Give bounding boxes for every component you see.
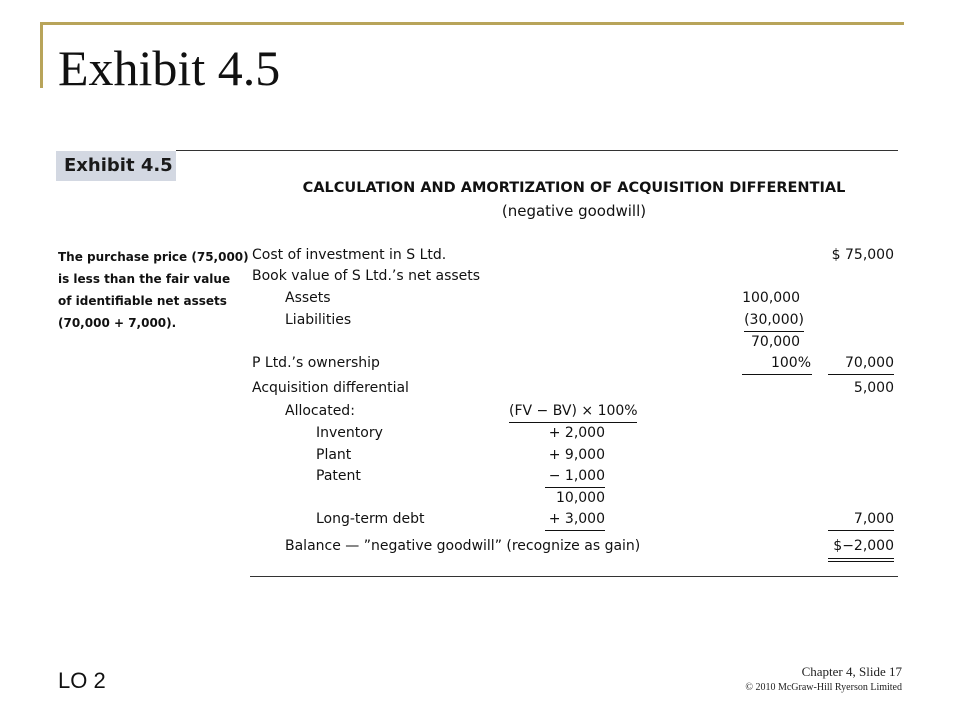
exhibit-bottom-rule	[250, 576, 898, 577]
exhibit-top-rule	[176, 150, 898, 151]
allocated-label: Allocated:	[285, 403, 355, 419]
exhibit-subheading: (negative goodwill)	[501, 202, 647, 220]
side-note-line: is less than the fair value	[58, 272, 231, 286]
cost-label: Cost of investment in S Ltd.	[252, 247, 447, 263]
inventory-amount: + 2,000	[548, 425, 605, 441]
side-note-line: of identifiable net assets	[58, 294, 227, 308]
allocation-column-header: (FV − BV) × 100%	[509, 403, 638, 419]
balance-total: $−2,000	[833, 538, 894, 554]
long-term-debt-total-underline	[828, 530, 894, 531]
learning-objective-label: LO 2	[58, 668, 106, 693]
ownership-percent: 100%	[770, 355, 811, 371]
long-term-debt-total: 7,000	[853, 511, 894, 527]
allocation-subtotal: 10,000	[556, 490, 605, 506]
plant-amount: + 9,000	[548, 447, 605, 463]
exhibit-tag: Exhibit 4.5	[56, 151, 176, 181]
acq-diff-total: 5,000	[853, 380, 894, 396]
acq-diff-label: Acquisition differential	[252, 380, 409, 396]
inventory-label: Inventory	[316, 425, 383, 441]
long-term-debt-underline	[545, 530, 605, 531]
slide-footer-copyright: © 2010 McGraw-Hill Ryerson Limited	[745, 682, 902, 693]
patent-label: Patent	[316, 468, 361, 484]
book-value-label: Book value of S Ltd.’s net assets	[252, 268, 481, 284]
ownership-total: 70,000	[845, 355, 894, 371]
liabilities-label: Liabilities	[285, 312, 352, 328]
long-term-debt-label: Long-term debt	[316, 511, 425, 527]
side-note-line: (70,000 + 7,000).	[58, 316, 177, 330]
balance-double-underline-1	[828, 558, 894, 559]
long-term-debt-amount: + 3,000	[548, 511, 605, 527]
liabilities-amount: (30,000)	[744, 312, 804, 328]
balance-double-underline-2	[828, 561, 894, 562]
net-assets-amount: 70,000	[751, 334, 800, 350]
ownership-label: P Ltd.’s ownership	[252, 355, 380, 371]
assets-label: Assets	[285, 290, 331, 306]
side-note-line: The purchase price (75,000)	[58, 250, 249, 264]
title-frame-top-rule	[40, 22, 904, 25]
ownership-underline	[742, 374, 812, 375]
cost-total: $ 75,000	[831, 247, 894, 263]
slide-footer-chapter: Chapter 4, Slide 17	[801, 664, 902, 679]
slide-title: Exhibit 4.5	[58, 40, 281, 96]
patent-amount: − 1,000	[548, 468, 605, 484]
exhibit-heading: CALCULATION AND AMORTIZATION OF ACQUISITION DIFFERENTIAL	[302, 180, 846, 196]
balance-label: Balance — ”negative goodwill” (recognize as gain)	[285, 538, 641, 554]
plant-label: Plant	[316, 447, 352, 463]
side-note	[58, 246, 249, 334]
assets-amount: 100,000	[742, 290, 800, 306]
ownership-total-underline	[828, 374, 894, 375]
title-frame-left-rule	[40, 22, 43, 88]
